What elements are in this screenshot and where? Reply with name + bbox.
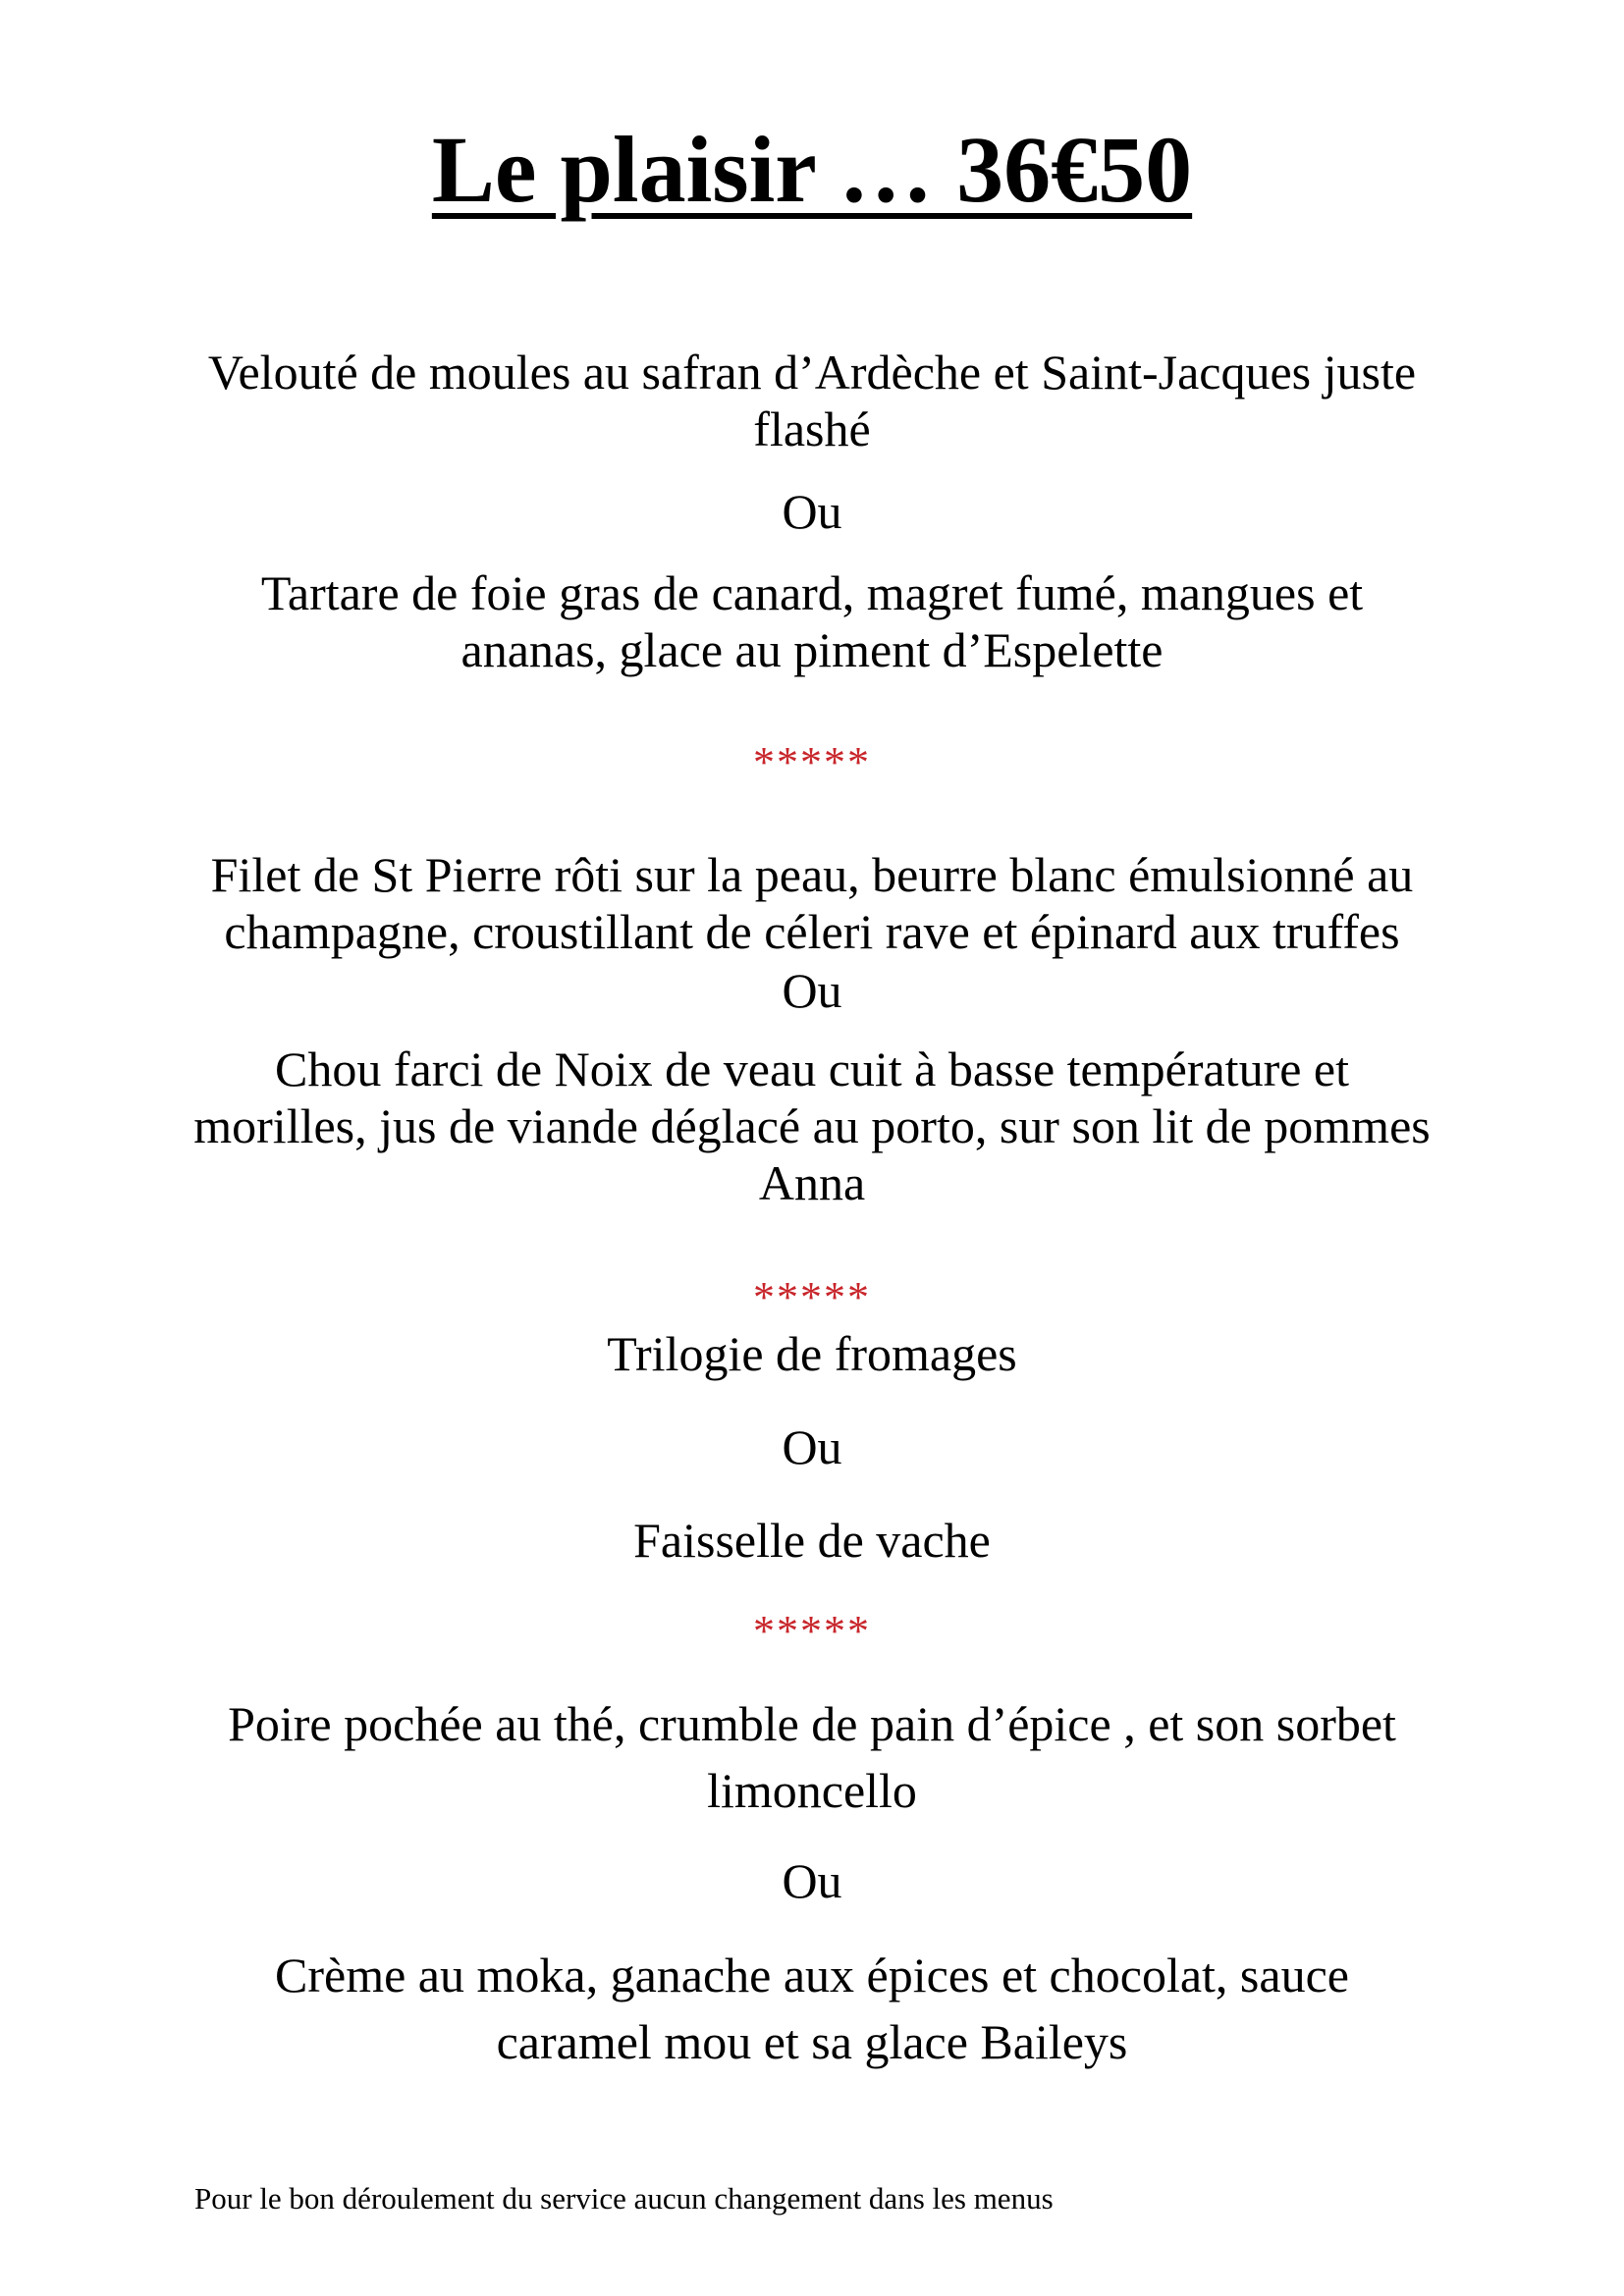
dessert-or: Ou: [782, 1853, 842, 1908]
dessert-option-2: Crème au moka, ganache aux épices et chocolat, sauce caramel mou et sa glace Baileys: [275, 1948, 1349, 2069]
main-or: Ou: [782, 963, 842, 1018]
menu-title: [0, 116, 1624, 224]
starter-option-1: Velouté de moules au safran d’Ardèche et Saint-Jacques juste flashé: [207, 345, 1417, 456]
separator-1: *****: [753, 738, 871, 786]
starter-option-2: Tartare de foie gras de canard, magret fumé, mangues et ananas, glace au piment d’Espelette: [260, 565, 1364, 677]
main-option-1: Filet de St Pierre rôti sur la peau, beurre blanc émulsionné au champagne, croustillant de céleri rave et épinard aux truffes: [210, 847, 1414, 959]
main-option-2: Chou farci de Noix de veau cuit à basse température et morilles, jus de viande déglacé au porto, sur son lit de pommes Anna: [193, 1041, 1431, 1210]
cheese-or: Ou: [782, 1419, 842, 1474]
separator-3: *****: [753, 1607, 871, 1655]
starter-or: Ou: [782, 484, 842, 539]
separator-2: *****: [753, 1273, 871, 1321]
cheese-option-2: Faisselle de vache: [633, 1513, 991, 1568]
menu-title-text: Le plaisir … 36€50: [431, 117, 1193, 222]
dessert-option-1: Poire pochée au thé, crumble de pain d’épice , et son sorbet limoncello: [228, 1696, 1396, 1818]
cheese-option-1: Trilogie de fromages: [607, 1326, 1017, 1381]
footer-note: Pour le bon déroulement du service aucun changement dans les menus: [194, 2181, 1054, 2216]
